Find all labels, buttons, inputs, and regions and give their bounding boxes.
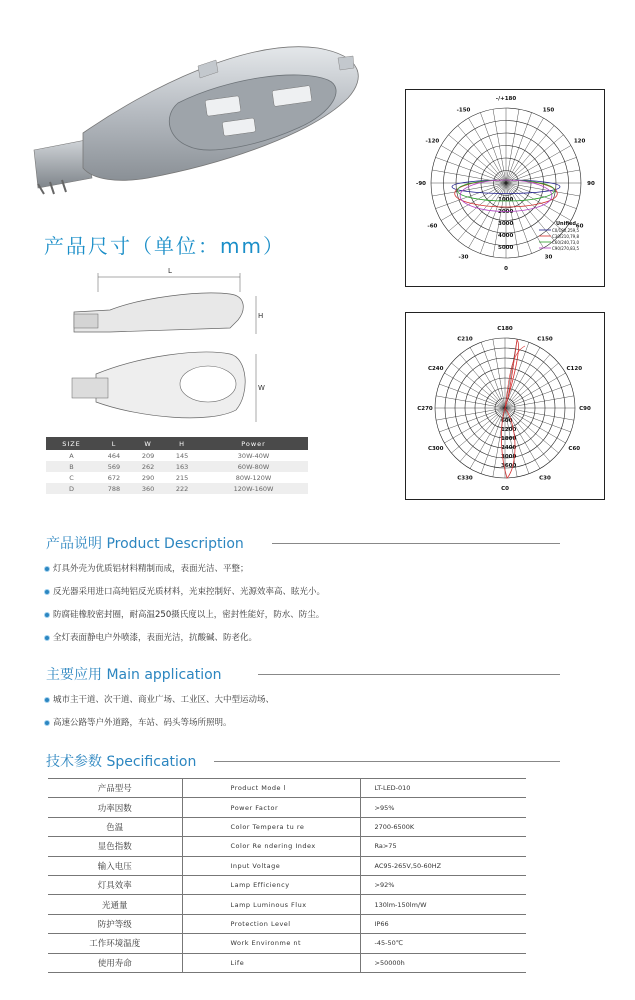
spec-en: Input Voltage — [182, 856, 360, 875]
spec-en: Product Mode l — [182, 779, 360, 798]
spec-cn: 灯具效率 — [48, 875, 182, 894]
angle-label: C120 — [566, 366, 583, 372]
angle-label: -120 — [425, 138, 440, 145]
size-header: W — [131, 437, 165, 450]
bullet-icon — [44, 566, 50, 572]
spec-value: >50000h — [360, 953, 526, 972]
radial-label: 3600 — [501, 463, 517, 469]
spec-cn: 工作环境温度 — [48, 934, 182, 953]
legend-title: Unified — [556, 221, 577, 227]
distribution-curve — [505, 340, 519, 408]
spec-en: Color Re ndering Index — [182, 837, 360, 856]
size-cell: 360 — [131, 483, 165, 494]
radial-label: 2400 — [501, 445, 517, 451]
table-row — [46, 483, 308, 494]
legend-entry: C0/180,259,5 — [552, 228, 580, 233]
description-divider — [272, 543, 560, 544]
radial-label: 2000 — [498, 209, 514, 215]
size-cell: 788 — [97, 483, 131, 494]
height-label: H — [258, 312, 264, 320]
spec-cn: 显色指数 — [48, 837, 182, 856]
spec-cn: 功率因数 — [48, 798, 182, 817]
angle-label: C150 — [537, 336, 553, 343]
width-label: W — [258, 384, 265, 392]
specification-heading: 技术参数 Specification — [46, 754, 197, 770]
size-cell: 290 — [141, 473, 155, 482]
legend-entry: C90/270,83,5 — [552, 246, 580, 251]
specification-divider — [214, 761, 560, 762]
description-item: 灯具外壳为优质铝材料精制而成，表面光洁、平整； — [44, 562, 249, 574]
angle-label: -/+180 — [495, 96, 517, 102]
radial-label: 600 — [501, 418, 513, 424]
size-header: L — [97, 437, 131, 450]
angle-label: 90 — [587, 181, 595, 187]
angle-label: C330 — [457, 475, 473, 482]
legend-entry: C30/210,79,8 — [552, 234, 580, 239]
spec-value: AC95-265V,50-60HZ — [360, 856, 526, 875]
size-cell: 464 — [107, 451, 121, 460]
angle-label: C90 — [579, 406, 591, 412]
spec-en: Power Factor — [182, 798, 360, 817]
description-item: 反光器采用进口高纯铝反光质材料，光束控制好、光源效率高、眩光小。 — [44, 585, 325, 597]
size-cell: 215 — [175, 473, 189, 482]
spec-cn: 使用寿命 — [48, 953, 182, 972]
size-cell: C — [69, 473, 74, 482]
spec-value: 130lm-150lm/W — [360, 895, 526, 914]
table-row — [48, 875, 526, 894]
bullet-icon — [44, 635, 50, 641]
dimension-drawing — [50, 262, 290, 432]
table-row — [48, 895, 526, 914]
size-header: SIZE — [46, 437, 97, 450]
bullet-icon — [44, 720, 50, 726]
size-cell: 80W-120W — [235, 473, 272, 482]
length-label: L — [168, 267, 172, 275]
table-row — [48, 798, 526, 817]
angle-label: 120 — [573, 138, 586, 145]
angle-label: C300 — [427, 446, 444, 452]
radial-label: 4000 — [498, 233, 514, 239]
angle-label: 60 — [575, 223, 584, 230]
angle-label: -90 — [416, 181, 426, 187]
bullet-icon — [44, 589, 50, 595]
dimension-title: 产品尺寸（单位：mm） — [44, 234, 285, 258]
table-row — [48, 953, 526, 972]
angle-label: 150 — [542, 107, 555, 114]
size-cell: 222 — [165, 483, 199, 494]
street-lamp-photo — [28, 28, 368, 223]
application-item: 高速公路等户外道路，车站、码头等场所照明。 — [44, 716, 232, 728]
table-row — [48, 856, 526, 875]
application-item: 城市主干道、次干道、商业广场、工业区、大中型运动场、 — [44, 693, 274, 705]
angle-label: 0 — [504, 266, 508, 272]
radial-label: 1000 — [498, 197, 514, 203]
application-divider — [258, 674, 560, 675]
spec-value: 2700-6500K — [360, 817, 526, 836]
spec-value: -45-50℃ — [360, 934, 526, 953]
angle-label: -30 — [458, 254, 469, 261]
spec-value: >92% — [360, 875, 526, 894]
size-cell: 163 — [165, 461, 199, 472]
angle-label: C270 — [417, 406, 433, 412]
size-cell: D — [46, 483, 97, 494]
size-cell: 672 — [107, 473, 121, 482]
radial-label: 1200 — [501, 427, 517, 433]
angle-label: C240 — [427, 366, 444, 372]
size-table — [46, 437, 308, 494]
size-cell: B — [46, 461, 97, 472]
spec-value: IP66 — [360, 914, 526, 933]
angle-label: -150 — [456, 107, 471, 114]
spec-value: LT-LED-010 — [360, 779, 526, 798]
angle-label: C0 — [501, 486, 509, 492]
angle-label: -60 — [427, 223, 438, 230]
size-cell: 60W-80W — [199, 461, 308, 472]
table-row — [46, 472, 308, 483]
size-header: H — [165, 437, 199, 450]
spec-en: Work Environme nt — [182, 934, 360, 953]
size-cell: 145 — [175, 451, 189, 460]
size-cell: 262 — [131, 461, 165, 472]
size-cell: 120W-160W — [199, 483, 308, 494]
spec-en: Lamp Luminous Flux — [182, 895, 360, 914]
spec-cn: 光通量 — [48, 895, 182, 914]
specification-table — [48, 778, 526, 973]
table-row — [48, 934, 526, 953]
size-cell: 30W-40W — [237, 451, 270, 460]
description-item: 防腐硅橡胶密封圈，耐高温250摄氏度以上，密封性能好，防水、防尘。 — [44, 608, 324, 620]
spec-cn: 防护等级 — [48, 914, 182, 933]
angle-label: C180 — [497, 326, 513, 332]
bullet-icon — [44, 697, 50, 703]
radial-label: 3000 — [501, 454, 517, 460]
description-item: 全灯表面静电户外喷漆，表面光洁，抗酸碱、防老化。 — [44, 631, 257, 643]
radial-label: 1800 — [501, 436, 517, 442]
size-cell: A — [69, 451, 74, 460]
polar-diagram-1 — [405, 89, 605, 287]
table-row — [46, 461, 308, 472]
radial-label: 5000 — [498, 245, 514, 251]
table-row — [48, 914, 526, 933]
legend-entry: C60/240,73,0 — [552, 240, 580, 245]
spec-en: Protection Level — [182, 914, 360, 933]
spec-en: Lamp Efficiency — [182, 875, 360, 894]
table-row — [48, 817, 526, 836]
application-heading: 主要应用 Main application — [46, 667, 222, 683]
angle-label: C60 — [568, 446, 581, 452]
spec-cn: 输入电压 — [48, 856, 182, 875]
spec-en: Life — [182, 953, 360, 972]
polar-diagram-2 — [405, 312, 605, 500]
spec-value: Ra>75 — [360, 837, 526, 856]
spec-value: >95% — [360, 798, 526, 817]
size-header: Power — [199, 437, 308, 450]
spec-en: Color Tempera tu re — [182, 817, 360, 836]
size-cell: 209 — [141, 451, 155, 460]
bullet-icon — [44, 612, 50, 618]
angle-label: 30 — [544, 254, 553, 261]
table-row — [48, 837, 526, 856]
radial-label: 3000 — [498, 221, 514, 227]
description-heading: 产品说明 Product Description — [46, 536, 244, 552]
size-cell: 569 — [97, 461, 131, 472]
angle-label: C30 — [539, 475, 551, 482]
spec-cn: 产品型号 — [48, 779, 182, 798]
table-row — [46, 450, 308, 461]
angle-label: C210 — [457, 336, 473, 343]
spec-cn: 色温 — [48, 817, 182, 836]
table-row — [48, 779, 526, 798]
